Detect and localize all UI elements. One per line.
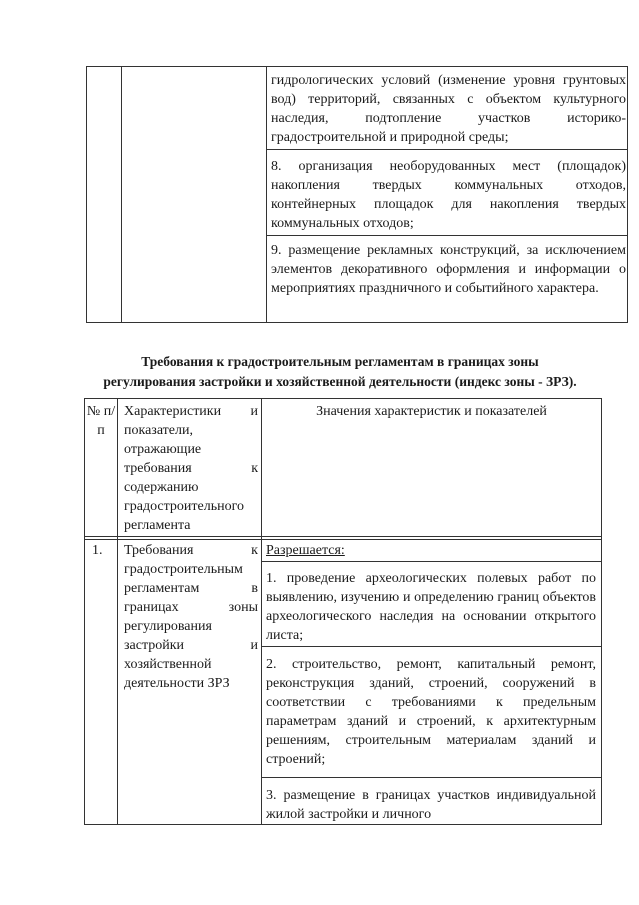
main-table-col1-border — [117, 398, 118, 825]
top-table-col2-border — [266, 66, 267, 323]
row1-item-2: 2. строительство, ремонт, капитальный ремонт, реконструкция зданий, строений, сооружений в соответствии с требованиями к предельным параметрам зданий и строений, к архитектурным решениям, строительным материалам зданий и строений; — [266, 657, 596, 767]
main-table-header-divider — [84, 536, 602, 537]
header-number: № п/п — [86, 404, 116, 438]
row1-number: 1. — [92, 543, 103, 558]
main-table-col2-border — [261, 398, 262, 825]
top-table-divider-1 — [266, 149, 628, 150]
main-table-top-border — [84, 398, 602, 399]
header-values: Значения характеристик и показателей — [316, 404, 547, 419]
main-table-row1-divider — [84, 539, 602, 540]
section-heading-line-2: регулирования застройки и хозяйственной деятельности (индекс зоны - ЗРЗ). — [103, 374, 577, 389]
main-table-bottom-border — [84, 824, 602, 825]
main-table-right-border — [601, 398, 602, 825]
top-table-paragraph-9: 9. размещение рекламных конструкций, за исключением элементов декоративного оформления и информации о мероприятиях праздничного и событийного характера. — [271, 243, 626, 296]
row1-allowed-label: Разрешается: — [266, 543, 345, 558]
top-table-right-border — [627, 66, 628, 323]
top-table-paragraph-7-continuation: гидрологических условий (изменение уровня грунтовых вод) территорий, связанных с объектом культурного наследия, подтопление участков историко-градостроительной и природной среды; — [271, 73, 626, 145]
main-table-item-divider-1 — [261, 561, 602, 562]
top-table-top-border — [86, 66, 628, 67]
header-characteristics: Характеристики и показатели, отражающие требования к содержанию градостроительного регламента — [124, 404, 258, 533]
top-table-col1-border — [121, 66, 122, 323]
section-heading-line-1: Требования к градостроительным регламентам в границах зоны — [141, 354, 539, 369]
main-table-item-divider-2 — [261, 646, 602, 647]
top-table-left-border — [86, 66, 87, 323]
row1-item-1: 1. проведение археологических полевых работ по выявлению, изучению и определению границ объектов археологического наследия на основании открытого листа; — [266, 571, 596, 643]
top-table-paragraph-8: 8. организация необорудованных мест (площадок) накопления твердых коммунальных отходов, контейнерных площадок для накопления твердых коммунальных отходов; — [271, 159, 626, 231]
top-table-divider-2 — [266, 235, 628, 236]
top-table-bottom-border — [86, 322, 628, 323]
main-table-left-border — [84, 398, 85, 825]
row1-item-3: 3. размещение в границах участков индивидуальной жилой застройки и личного — [266, 788, 596, 822]
row1-characteristic: Требования к градостроительным регламентам в границах зоны регулирования застройки и хозяйственной деятельности ЗРЗ — [124, 543, 258, 691]
main-table-item-divider-3 — [261, 777, 602, 778]
